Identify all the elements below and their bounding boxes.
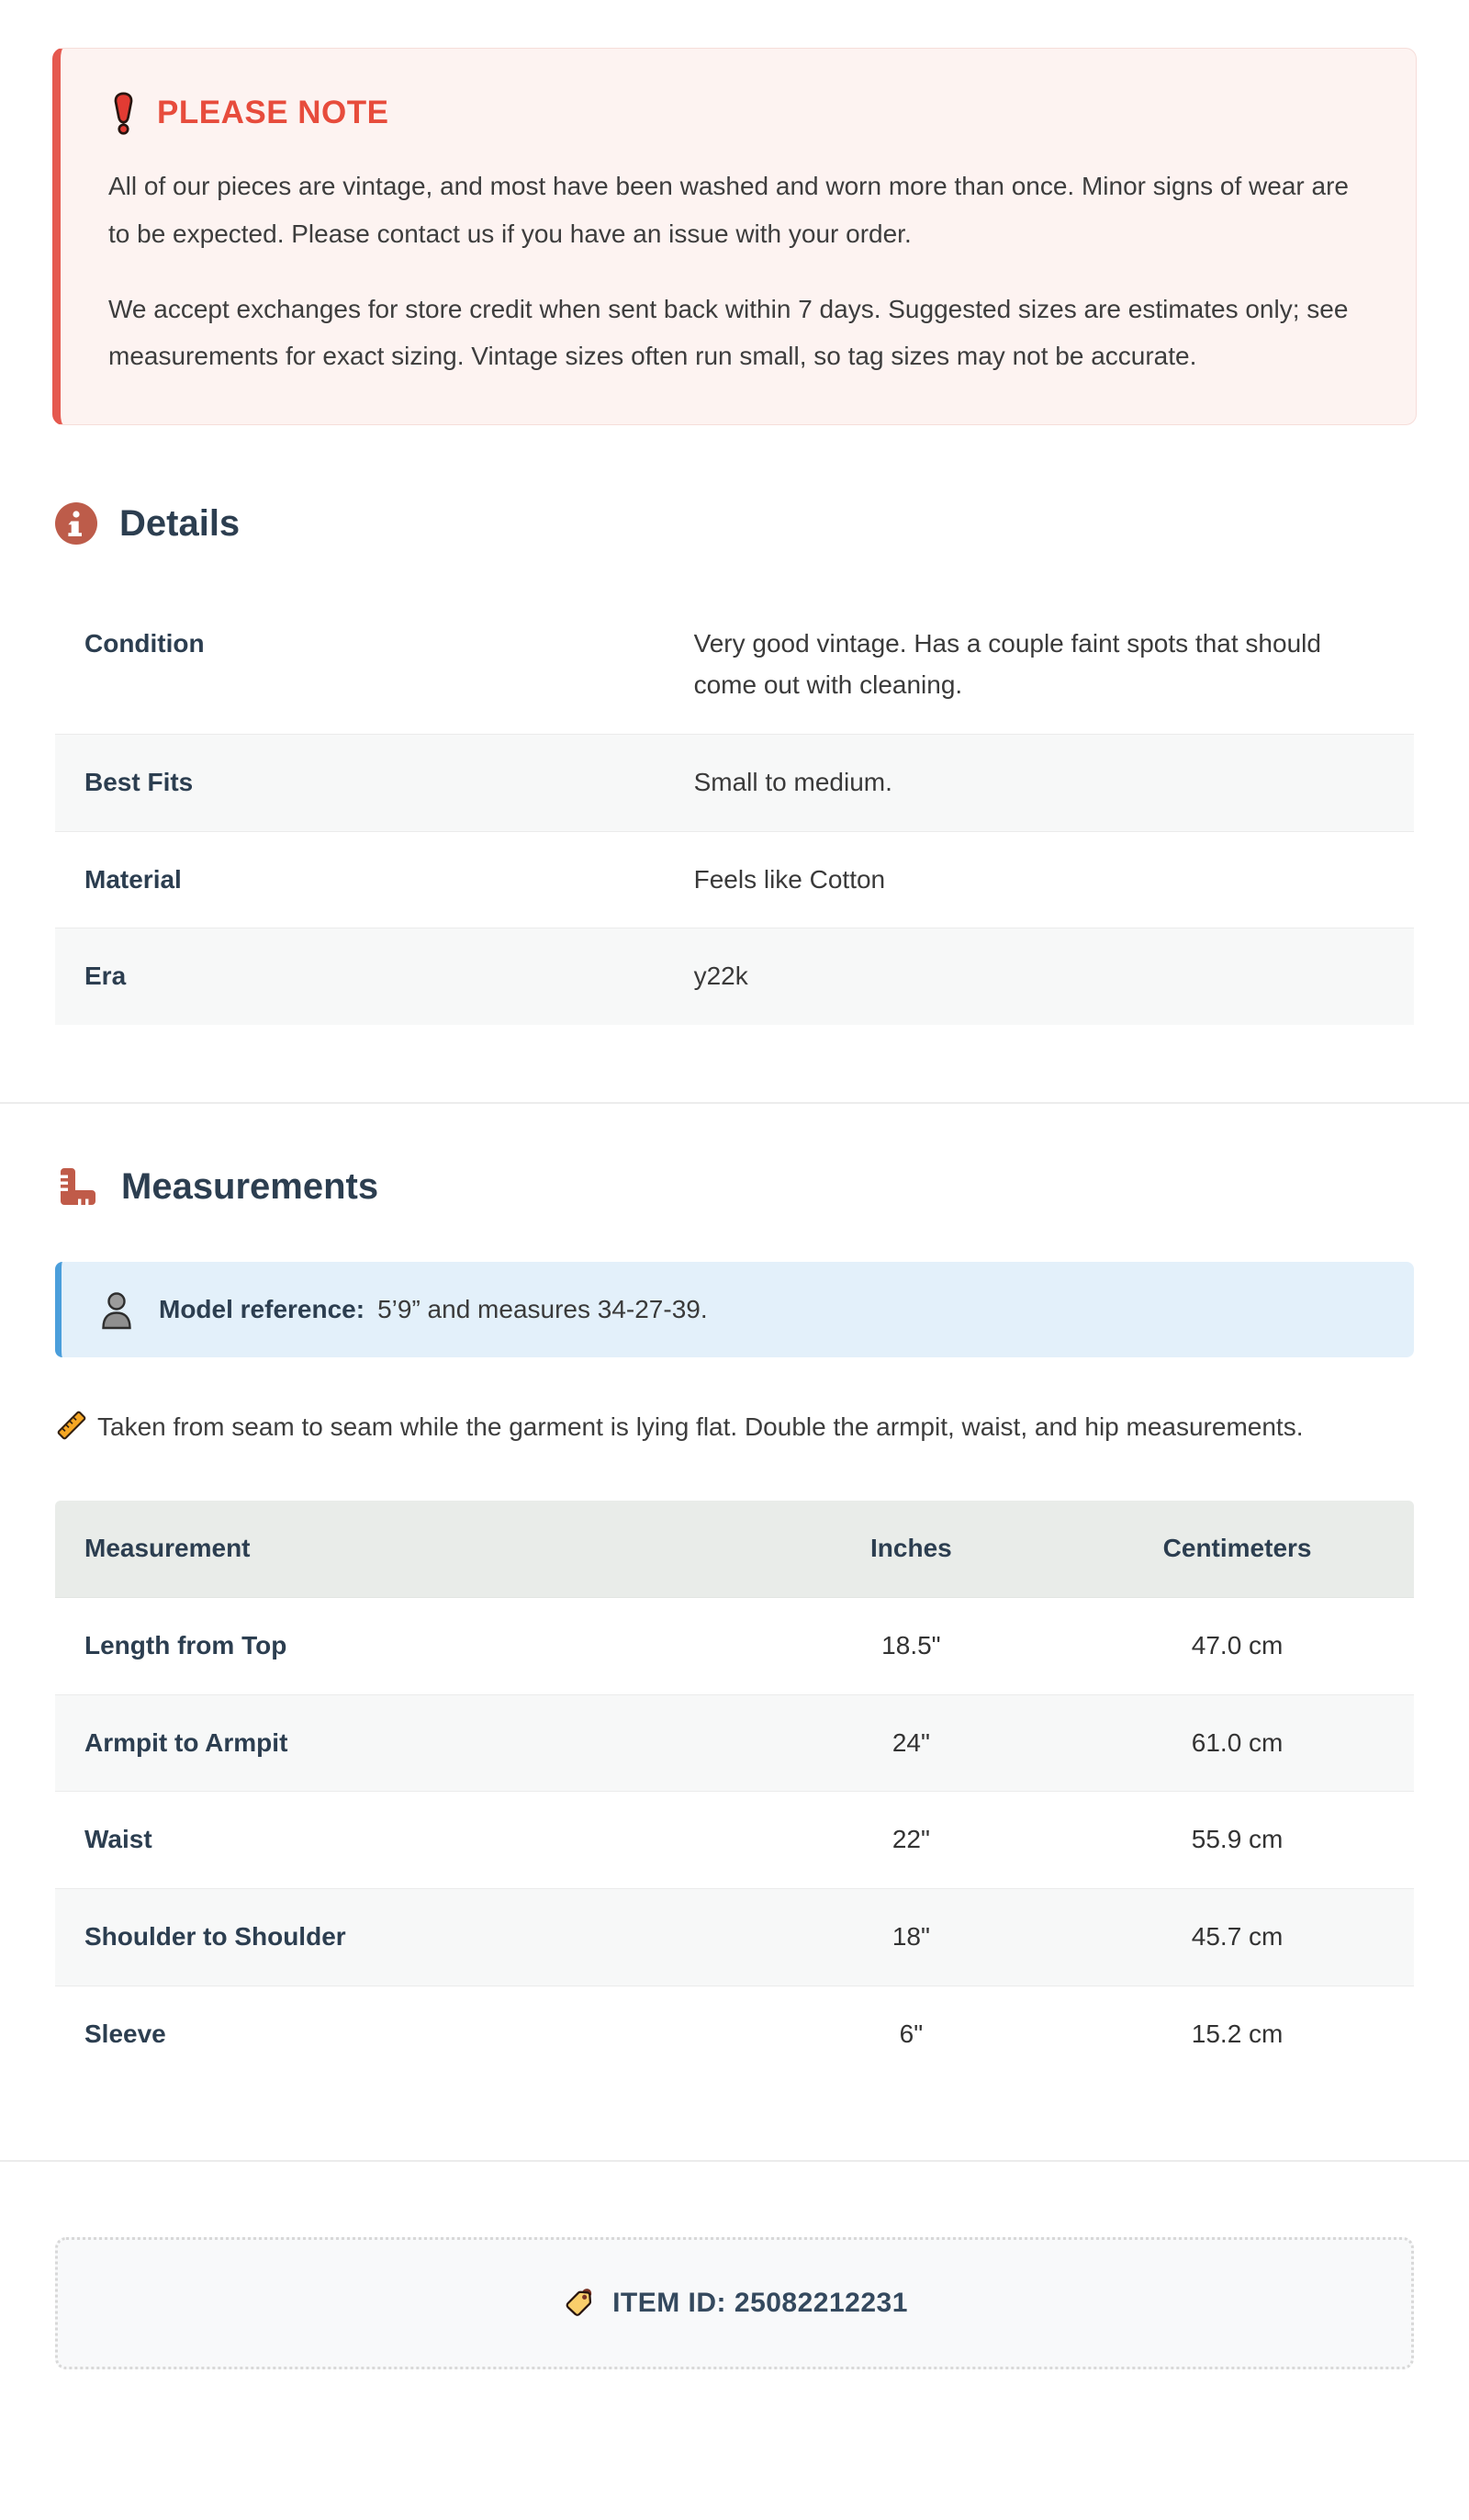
model-reference-text xyxy=(159,1295,708,1324)
column-header: Inches xyxy=(870,1533,952,1562)
tag-icon xyxy=(561,2286,596,2321)
measurement-cm: 15.2 cm xyxy=(1191,2019,1284,2048)
model-reference-value: 5’9” and measures 34-27-39. xyxy=(377,1295,708,1324)
table-header-row xyxy=(55,1501,1414,1597)
measurement-inches: 6" xyxy=(899,2019,924,2048)
alert-paragraph-1: All of our pieces are vintage, and most have been washed and worn more than once. Minor signs of wear are to be expected. Please contact us if you have an issue with your order. xyxy=(108,172,1349,248)
ruler-combined-icon xyxy=(55,1164,99,1209)
details-heading-row xyxy=(55,502,1414,545)
measurement-label: Sleeve xyxy=(84,2019,166,2048)
section-divider xyxy=(0,1102,1469,1104)
detail-label: Era xyxy=(84,962,127,991)
model-reference-label: Model reference: xyxy=(159,1295,365,1324)
details-table xyxy=(55,596,1414,1025)
measurement-inches: 18" xyxy=(891,1922,930,1952)
table-row xyxy=(55,734,1414,831)
alert-title-row xyxy=(108,91,1368,135)
please-note-alert xyxy=(52,48,1417,425)
table-row xyxy=(55,1791,1414,1888)
item-id-box xyxy=(55,2237,1414,2369)
alert-paragraph-2: We accept exchanges for store credit when sent back within 7 days. Suggested sizes are estimates only; see measurements for exact sizing. Vintage sizes often run small, so tag sizes may not be accurate. xyxy=(108,294,1349,371)
measurement-cm: 45.7 cm xyxy=(1191,1922,1284,1952)
table-row xyxy=(55,1986,1414,2083)
item-id-text: ITEM ID: 25082212231 xyxy=(612,2287,908,2318)
measurement-inches: 18.5" xyxy=(881,1630,941,1659)
page-footer xyxy=(0,2237,1469,2369)
column-header: Centimeters xyxy=(1162,1533,1312,1562)
bust-silhouette-icon xyxy=(98,1289,135,1330)
details-heading: Details xyxy=(119,502,241,544)
measurements-heading-row xyxy=(55,1164,1414,1209)
measurements-section xyxy=(55,1164,1414,2083)
measurement-cm: 61.0 cm xyxy=(1191,1727,1284,1757)
column-header: Measurement xyxy=(84,1533,251,1562)
detail-label: Best Fits xyxy=(84,767,194,796)
measurement-inches: 24" xyxy=(891,1727,930,1757)
measurement-label: Waist xyxy=(84,1825,152,1854)
detail-label: Condition xyxy=(84,629,205,658)
detail-value: Feels like Cotton xyxy=(693,864,886,894)
table-row xyxy=(55,1694,1414,1792)
detail-label: Material xyxy=(84,864,182,894)
detail-value: y22k xyxy=(693,962,748,991)
measurement-label: Length from Top xyxy=(84,1630,287,1659)
measurement-label: Armpit to Armpit xyxy=(84,1727,288,1757)
details-section xyxy=(55,502,1414,1025)
table-row xyxy=(55,1597,1414,1694)
exclamation-icon xyxy=(108,91,139,135)
section-divider xyxy=(0,2160,1469,2162)
product-info-page xyxy=(0,48,1469,2369)
measurements-table xyxy=(55,1501,1414,2083)
table-row xyxy=(55,596,1414,734)
table-row xyxy=(55,831,1414,928)
measurements-heading: Measurements xyxy=(121,1165,379,1207)
straight-ruler-icon xyxy=(55,1409,88,1442)
table-row xyxy=(55,1888,1414,1986)
detail-value: Very good vintage. Has a couple faint spots that should come out with cleaning. xyxy=(693,629,1321,699)
detail-value: Small to medium. xyxy=(693,767,892,796)
measurement-cm: 55.9 cm xyxy=(1191,1825,1284,1854)
model-reference-callout xyxy=(55,1262,1414,1357)
measuring-note-text: Taken from seam to seam while the garment is lying flat. Double the armpit, waist, and hip measurements. xyxy=(97,1412,1304,1442)
info-icon xyxy=(55,502,97,545)
table-row xyxy=(55,928,1414,1025)
measuring-note xyxy=(55,1403,1331,1451)
alert-title: PLEASE NOTE xyxy=(157,95,389,130)
measurement-inches: 22" xyxy=(891,1825,930,1854)
measurement-label: Shoulder to Shoulder xyxy=(84,1922,346,1952)
measurement-cm: 47.0 cm xyxy=(1191,1630,1284,1659)
